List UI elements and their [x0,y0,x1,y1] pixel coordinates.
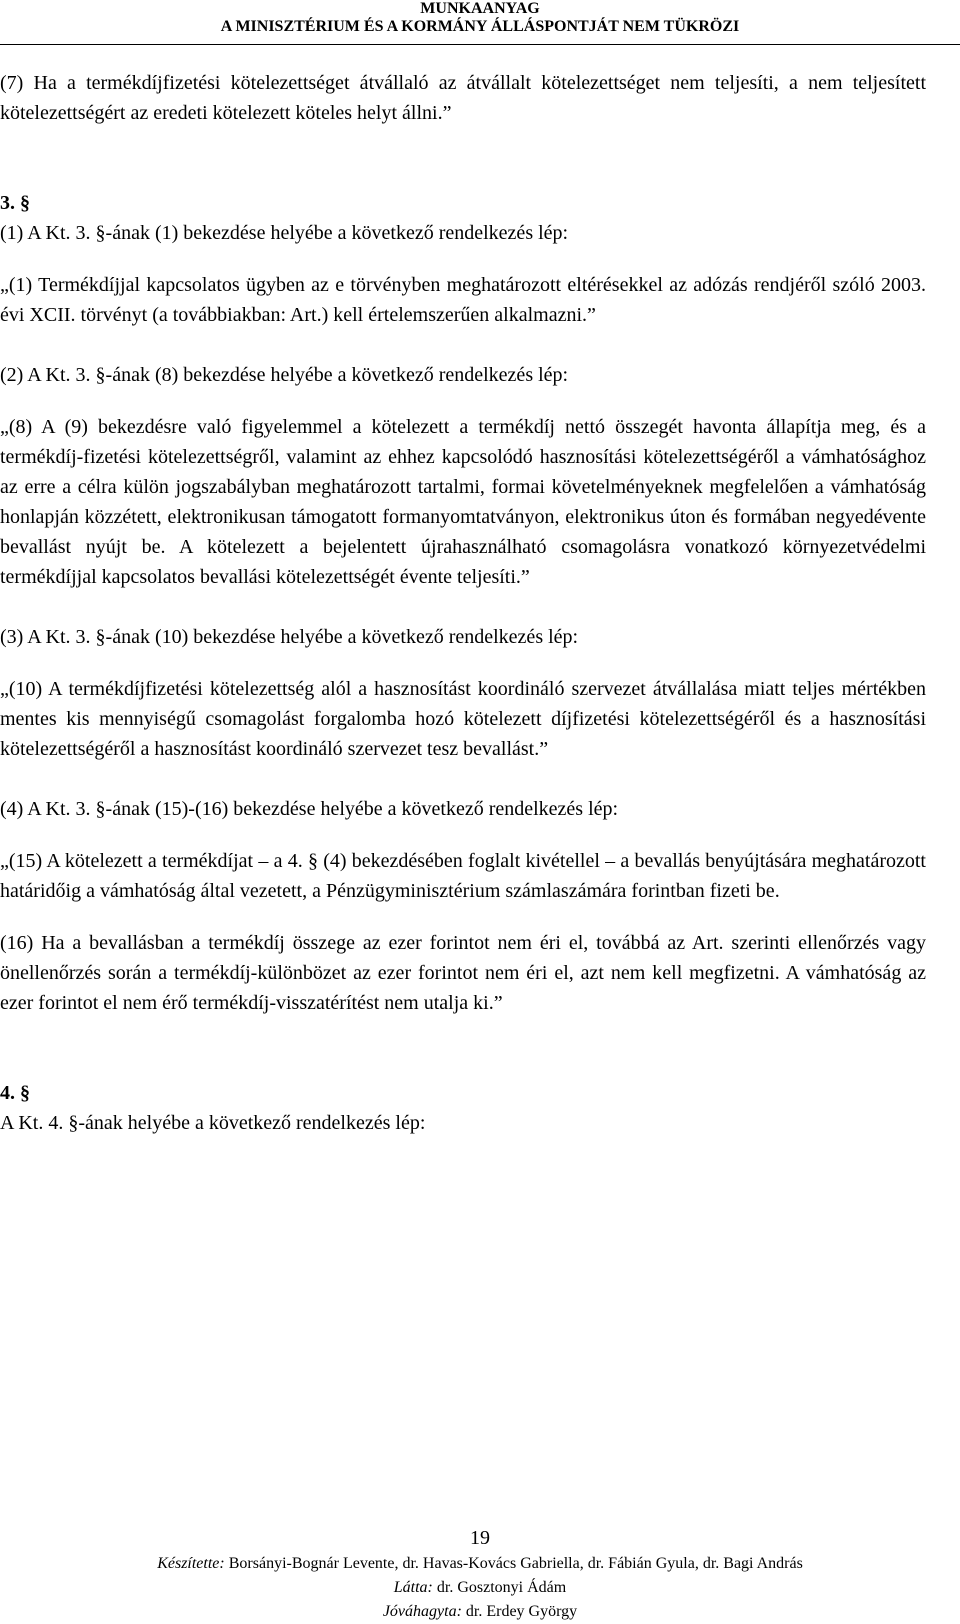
seen-by-name: dr. Gosztonyi Ádám [432,1579,567,1596]
seen-by-label: Látta: [393,1579,433,1596]
section-heading-3: 3. § [0,192,30,214]
header-draft-label: MUNKAANYAG [420,0,540,17]
amendment-4-text-16: (16) Ha a bevallásban a termékdíj összege az ezer forintot nem éri el, továbbá az Art. szerinti ellenőrzés vagy önellenőrzés során a termékdíj-különbözet az ezer forintot nem éri el, azt nem kell megfizetni. A vámhatóság az ezer forintot el nem érő termékdíj-visszatérítést nem utalja ki.” [0,932,926,1014]
spacer [0,390,926,412]
approved-by-label: Jóváhagyta: [382,1603,462,1620]
spacer [0,592,926,622]
spacer [0,824,926,846]
spacer [0,1018,926,1078]
spacer [0,906,926,928]
amendment-4-intro: (4) A Kt. 3. §-ának (15)-(16) bekezdése helyébe a következő rendelkezés lép: [0,798,619,820]
header-disclaimer: A MINISZTÉRIUM ÉS A KORMÁNY ÁLLÁSPONTJÁT NEM TÜKRÖZI [220,18,740,35]
header-rule [0,44,960,45]
amendment-3-text: „(10) A termékdíjfizetési kötelezettség alól a hasznosítást koordináló szervezet átvállalása miatt teljes mértékben mentes kis mennyiségű csomagolást forgalomba hozó kötelezett díjfizetési kötelezettségéről és a hasznosítási kötelezettségéről a hasznosítást koordináló szervezet tesz bevallást.” [0,678,926,760]
spacer [0,128,926,188]
amendment-3-intro: (3) A Kt. 3. §-ának (10) bekezdése helyébe a következő rendelkezés lép: [0,626,579,648]
page-footer [0,1524,960,1624]
amendment-1-text: „(1) Termékdíjjal kapcsolatos ügyben az e törvényben meghatározott eltérésekkel az adózás rendjéről szóló 2003. évi XCII. törvényt (a továbbiakban: Art.) kell értelemszerűen alkalmazni.” [0,274,926,326]
prepared-by-line [0,1552,960,1576]
page-header [0,0,960,36]
amendment-2-text: „(8) A (9) bekezdésre való figyelemmel a kötelezett a termékdíj nettó összegét havonta állapítja meg, és a termékdíj-fizetési kötelezettségről, valamint az ehhez kapcsolódó hasznosítási kötelezettségéről a vámhatósághoz az erre a célra külön jogszabályban meghatározott tartalmi, formai követelményeknek megfelelően a vámhatóság honlapján közzétett, elektronikusan támogatott formanyomtatványon, elektronikus úton és formában negyedévente bevallást nyújt be. A kötelezett a bejelentett újrahasználható csomagolásra vonatkozó környezetvédelmi termékdíjjal kapcsolatos bevallási kötelezettségét évente teljesíti.” [0,416,926,588]
spacer [0,248,926,270]
spacer [0,652,926,674]
prepared-by-names: Borsányi-Bognár Levente, dr. Havas-Kovács Gabriella, dr. Fábián Gyula, dr. Bagi András [224,1555,803,1572]
amendment-1-intro: (1) A Kt. 3. §-ának (1) bekezdése helyébe a következő rendelkezés lép: [0,222,569,244]
spacer [0,330,926,360]
seen-by-line [0,1576,960,1600]
amendment-2-intro: (2) A Kt. 3. §-ának (8) bekezdése helyébe a következő rendelkezés lép: [0,364,569,386]
amendment-4-text-15: „(15) A kötelezett a termékdíjat – a 4. § (4) bekezdésében foglalt kivétellel – a bevallás benyújtására meghatározott határidőig a vámhatóság által vezetett, a Pénzügyminisztérium számlaszámára forintban fizeti be. [0,850,926,902]
page-number: 19 [470,1527,490,1549]
section-4-intro: A Kt. 4. §-ának helyébe a következő rendelkezés lép: [0,1112,426,1134]
approved-by-line [0,1600,960,1624]
paragraph-7: (7) Ha a termékdíjfizetési kötelezettséget átvállaló az átvállalt kötelezettséget nem teljesíti, a nem teljesített kötelezettségért az eredeti kötelezett köteles helyt állni.” [0,72,926,124]
section-heading-4: 4. § [0,1082,30,1104]
approved-by-name: dr. Erdey György [461,1603,578,1620]
document-body [0,68,926,1138]
prepared-by-label: Készítette: [157,1555,225,1572]
spacer [0,764,926,794]
